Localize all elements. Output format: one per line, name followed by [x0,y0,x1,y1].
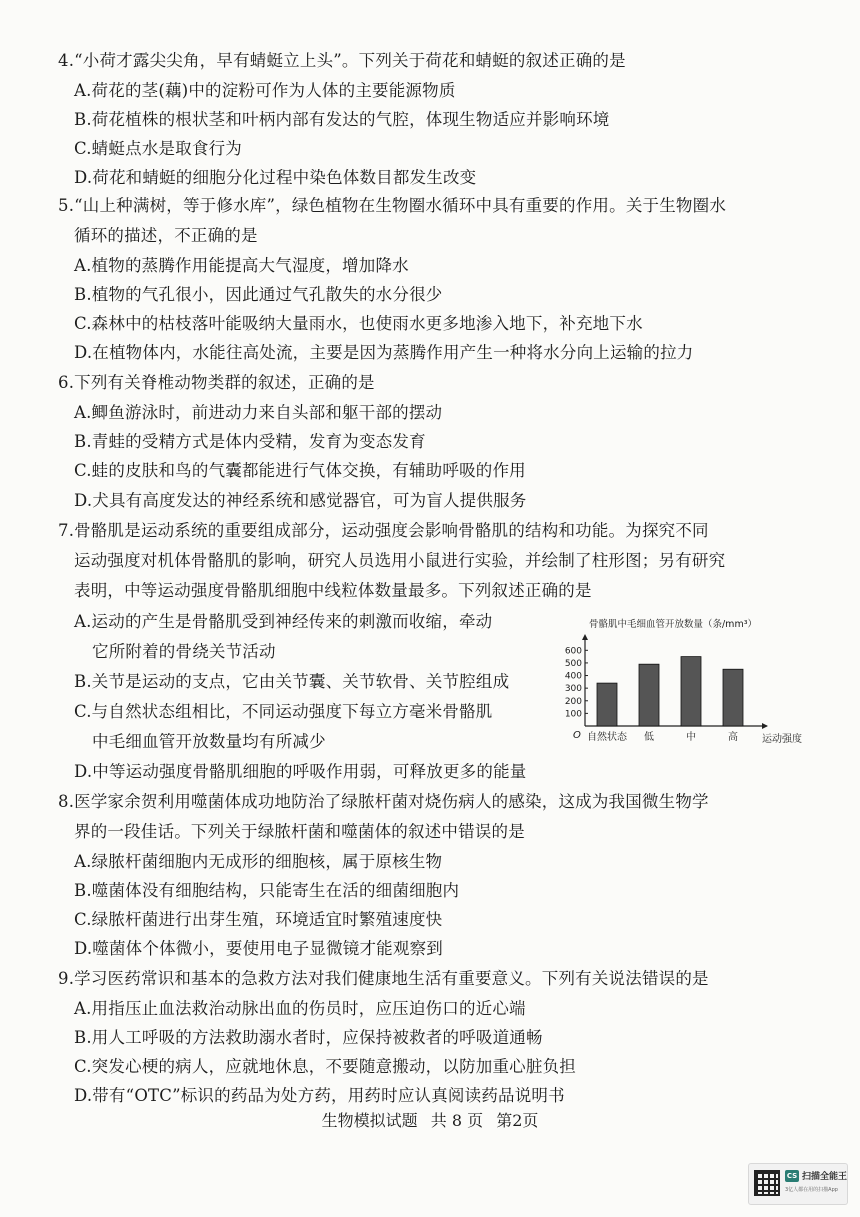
y-tick-label: 400 [564,671,582,682]
question-text-line: 表明，中等运动强度骨骼肌细胞中线粒体数量最多。下列叙述正确的是 [74,581,592,600]
option-text-line: A.运动的产生是骨骼肌受到神经传来的刺激而收缩，牵动 [74,612,493,631]
y-tick-label: 600 [564,646,582,657]
footer-page-number: 第2页 [496,1111,539,1130]
option-text-line: C.蛙的皮肤和鸟的气囊都能进行气体交换，有辅助呼吸的作用 [74,461,526,480]
bar-3 [723,669,743,726]
y-tick-label: 300 [564,684,582,695]
bar-1 [639,664,659,726]
option-text-line: C.绿脓杆菌进行出芽生殖，环境适宜时繁殖速度快 [74,910,443,929]
camscanner-logo-icon: CS [786,1172,798,1180]
page-footer [0,1108,860,1131]
chart-title: 骨骼肌中毛细血管开放数量（条/mm³） [588,619,758,630]
question-text-line: 运动强度对机体骨骼肌的影响，研究人员选用小鼠进行实验，并绘制了柱形图；另有研究 [74,551,726,570]
chart-bars [597,657,743,726]
question-text-line: 4.“小荷才露尖尖角，早有蜻蜓立上头”。下列关于荷花和蜻蜓的叙述正确的是 [58,51,626,70]
question-text-line: 9.学习医药常识和基本的急救方法对我们健康地生活有重要意义。下列有关说法错误的是 [58,969,709,988]
chart-origin-label: O [573,730,581,741]
x-tick-label: 自然状态 [587,732,627,743]
option-text-line: A.鲫鱼游泳时，前进动力来自头部和躯干部的摆动 [74,403,443,422]
option-text-line: B.用人工呼吸的方法救助溺水者时，应保持被救者的呼吸道通畅 [74,1028,543,1047]
footer-subject: 生物模拟试题 [321,1111,418,1130]
option-text-line: D.在植物体内，水能往高处流，主要是因为蒸腾作用产生一种将水分向上运输的拉力 [74,343,694,362]
question-text-line: 界的一段佳话。下列关于绿脓杆菌和噬菌体的叙述中错误的是 [74,822,525,841]
watermark-subtitle: 3亿人都在用的扫描App [785,1187,838,1193]
option-text-line: B.植物的气孔很小，因此通过气孔散失的水分很少 [74,285,443,304]
watermark-title: 扫描全能王 [802,1172,848,1182]
option-text-line: D.犬具有高度发达的神经系统和感觉器官，可为盲人提供服务 [74,491,527,510]
bar-chart [555,614,802,754]
option-text-line: B.青蛙的受精方式是体内受精，发育为变态发育 [74,432,426,451]
option-text-line: 中毛细血管开放数量均有所减少 [92,732,326,751]
x-tick-label: 低 [644,732,654,743]
x-tick-label: 高 [728,732,738,743]
y-tick-label: 100 [564,709,582,720]
y-tick-label: 500 [564,658,582,669]
option-text-line: A.植物的蒸腾作用能提高大气湿度，增加降水 [74,256,409,275]
option-text-line: 它所附着的骨绕关节活动 [92,642,276,661]
qr-code-icon [754,1170,780,1196]
question-text-line: 7.骨骼肌是运动系统的重要组成部分，运动强度会影响骨骼肌的结构和功能。为探究不同 [58,521,709,540]
option-text-line: C.与自然状态组相比，不同运动强度下每立方毫米骨骼肌 [74,702,493,721]
option-text-line: B.关节是运动的支点，它由关节囊、关节软骨、关节腔组成 [74,672,510,691]
option-text-line: C.蜻蜓点水是取食行为 [74,139,242,158]
chart-x-axis-label: 运动强度 [762,734,802,745]
question-text-line: 循环的描述，不正确的是 [74,226,258,245]
option-text-line: C.森林中的枯枝落叶能吸纳大量雨水，也使雨水更多地渗入地下，补充地下水 [74,314,643,333]
footer-total-pages: 共 8 页 [430,1111,484,1130]
option-text-line: A.荷花的茎(藕)中的淀粉可作为人体的主要能源物质 [74,81,456,100]
option-text-line: D.噬菌体个体微小，要使用电子显微镜才能观察到 [74,939,443,958]
bar-2 [681,657,701,726]
question-text-line: 6.下列有关脊椎动物类群的叙述，正确的是 [58,373,375,392]
option-text-line: A.绿脓杆菌细胞内无成形的细胞核，属于原核生物 [74,852,443,871]
option-text-line: B.荷花植株的根状茎和叶柄内部有发达的气腔，体现生物适应并影响环境 [74,110,610,129]
chart-x-labels [587,730,738,743]
option-text-line: C.突发心梗的病人，应就地休息，不要随意搬动，以防加重心脏负担 [74,1057,576,1076]
x-tick-label: 中 [686,732,696,743]
option-text-line: D.中等运动强度骨骼肌细胞的呼吸作用弱，可释放更多的能量 [74,762,527,781]
y-tick-label: 200 [564,696,582,707]
option-text-line: D.荷花和蜻蜓的细胞分化过程中染色体数目都发生改变 [74,168,477,187]
bar-0 [597,683,617,726]
question-text-line: 5.“山上种满树，等于修水库”，绿色植物在生物圈水循环中具有重要的作用。关于生物圈水 [58,196,727,215]
scanner-watermark [748,1163,848,1205]
option-text-line: A.用指压止血法救治动脉出血的伤员时，应压迫伤口的近心端 [74,999,526,1018]
y-axis-arrow [582,634,588,640]
option-text-line: D.带有“OTC”标识的药品为处方药，用药时应认真阅读药品说明书 [74,1086,565,1105]
option-text-line: B.噬菌体没有细胞结构，只能寄生在活的细菌细胞内 [74,881,460,900]
question-text-line: 8.医学家余贺利用噬菌体成功地防治了绿脓杆菌对烧伤病人的感染，这成为我国微生物学 [58,792,709,811]
x-axis-arrow [762,723,768,729]
